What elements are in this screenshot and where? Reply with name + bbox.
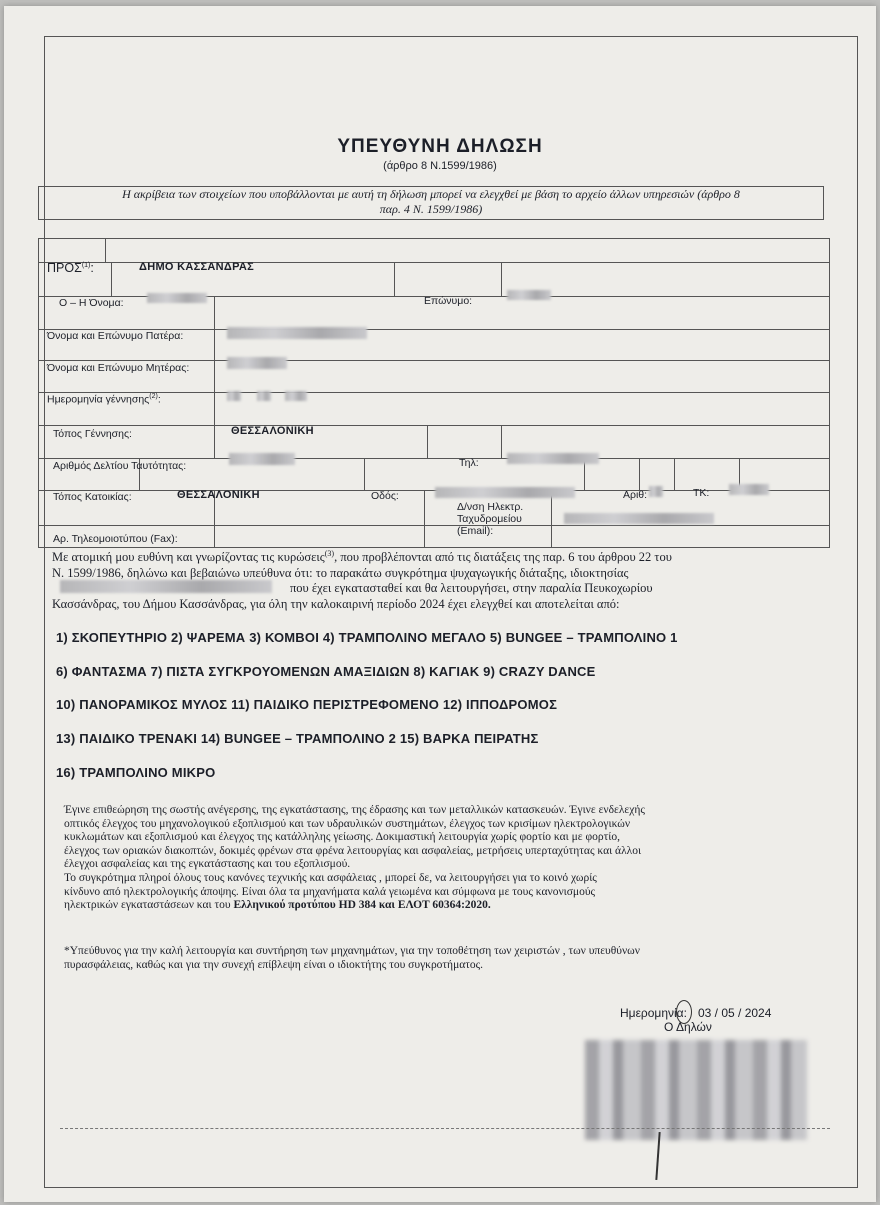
signature-line: [60, 1128, 830, 1129]
birthdate-label: Ημερομηνία γέννησης$^{(2)}$:: [47, 393, 161, 406]
name-label: Ο – Η Όνομα:: [59, 297, 124, 309]
inspection-line: κυκλωμάτων και εξοπλισμού και έλεγχος της κατάλληλης γείωσης. Δοκιμαστική λειτουργία χωρίς φορτίο και με φορτίο,: [64, 831, 620, 844]
surname-redacted: [507, 290, 551, 300]
declarant-form: [38, 238, 830, 548]
responsibility-note: [64, 945, 824, 972]
inspection-line: έλεγχοι ασφαλείας και της εγκατάστασης και του εξοπλισμού.: [64, 858, 351, 871]
birthdate-redacted-day: [227, 391, 241, 401]
birthplace-value: ΘΕΣΣΑΛΟΝΙΚΗ: [231, 425, 314, 437]
email-redacted: [564, 513, 714, 524]
postcode-redacted: [729, 484, 769, 495]
inspection-text: [64, 804, 824, 913]
inspection-line: Το συγκρότημα πληροί όλους τους κανόνες τεχνικής και ασφάλειας , μπορεί δε, να λειτουργήσει για το κοινό χωρίς: [64, 871, 597, 884]
postcode-label: ΤΚ:: [693, 487, 710, 499]
mother-redacted: [227, 357, 287, 369]
pros-value: ΔΗΜΟ ΚΑΣΣΑΝΔΡΑΣ: [139, 261, 255, 273]
phone-label: Τηλ:: [459, 457, 479, 469]
number-redacted: [649, 486, 663, 497]
number-label: Αριθ:: [623, 489, 648, 501]
street-redacted: [435, 487, 575, 498]
signature-redacted: [585, 1040, 807, 1140]
inspection-line: Έγινε επιθεώρηση της σωστής ανέγερσης, της εγκατάστασης, της έδρασης και των μεταλλικών κατασκευών. Έγινε ενδελεχής: [64, 804, 645, 816]
inspection-line: οπτικός έλεγχος του μηχανολογικού εξοπλισμού και των υδραυλικών συστημάτων, έλεγχος των κρισίμων ηλεκτρολογικών: [64, 817, 631, 830]
id-redacted: [229, 453, 295, 465]
equipment-line-1: 1) ΣΚΟΠΕΥΤΗΡΙΟ 2) ΨΑΡΕΜΑ 3) ΚΟΜΒΟΙ 4) ΤΡΑΜΠΟΛΙΝΟ ΜΕΓΑΛΟ 5) BUNGEE – ΤΡΑΜΠΟΛΙΝΟ 1: [56, 630, 678, 645]
birthdate-redacted-month: [257, 391, 271, 401]
equipment-line-3: 10) ΠΑΝΟΡΑΜΙΚΟΣ ΜΥΛΟΣ 11) ΠΑΙΔΙΚΟ ΠΕΡΙΣΤΡΕΦΟΜΕΝΟ 12) ΙΠΠΟΔΡΟΜΟΣ: [56, 697, 558, 712]
declaration-line-2: Ν. 1599/1986, δηλώνω και βεβαιώνω υπεύθυνα ότι: το παρακάτω συγκρότημα ψυχαγωγικής διάταξης, ιδιοκτησίας: [52, 565, 629, 580]
equipment-line-2: 6) ΦΑΝΤΑΣΜΑ 7) ΠΙΣΤΑ ΣΥΓΚΡΟΥΟΜΕΝΩΝ ΑΜΑΞΙΔΙΩΝ 8) ΚΑΓΙΑΚ 9) CRAZY DANCE: [56, 664, 596, 679]
accuracy-notice: [38, 186, 824, 220]
birthdate-redacted-year: [285, 391, 307, 401]
declaration-line-3: που έχει εγκατασταθεί και θα λειτουργήσει, στην παραλία Πευκοχωρίου: [290, 581, 653, 596]
document-subtitle: (άρθρο 8 Ν.1599/1986): [383, 160, 497, 172]
equipment-line-5: 16) ΤΡΑΜΠΟΛΙΝΟ ΜΙΚΡΟ: [56, 765, 216, 780]
street-label: Οδός:: [371, 490, 399, 502]
residence-value: ΘΕΣΣΑΛΟΝΙΚΗ: [177, 489, 260, 501]
id-label: Αριθμός Δελτίου Ταυτότητας:: [53, 460, 187, 472]
note-line-2: πυρασφάλειας, καθώς και για την συνεχή επίβλεψη είναι ο ιδιοκτήτης του συγκροτήματος.: [64, 958, 484, 971]
declarant-label: Ο Δηλών: [664, 1020, 712, 1034]
fax-label: Αρ. Τηλεομοιοτύπου (Fax):: [53, 533, 178, 545]
declaration-line-4: Κασσάνδρας, του Δήμου Κασσάνδρας, για όλη την καλοκαιρινή περίοδο 2024 έχει ελεγχθεί και αποτελείται από:: [52, 596, 620, 611]
phone-redacted: [507, 453, 599, 464]
note-line-1: *Υπεύθυνος για την καλή λειτουργία και συντήρηση των μηχανημάτων, για την τοποθέτηση των χειριστών , των υπευθύνων: [64, 945, 640, 957]
pros-label: ΠΡΟΣ$^{(1)}$:: [47, 261, 94, 275]
father-redacted: [227, 327, 367, 339]
inspection-line-standards: ηλεκτρικών εγκαταστάσεων και του Ελληνικού προτύπου HD 384 και ΕΛΟΤ 60364:2020.: [64, 899, 491, 912]
email-label: Δ/νση Ηλεκτρ. Ταχυδρομείου (Email):: [457, 501, 524, 537]
surname-label: Επώνυμο:: [424, 295, 473, 307]
equipment-line-4: 13) ΠΑΙΔΙΚΟ ΤΡΕΝΑΚΙ 14) BUNGEE – ΤΡΑΜΠΟΛΙΝΟ 2 15) ΒΑΡΚΑ ΠΕΙΡΑΤΗΣ: [56, 731, 539, 746]
father-label: Όνομα και Επώνυμο Πατέρα:: [47, 330, 184, 342]
notice-line-2: παρ. 4 Ν. 1599/1986): [379, 202, 483, 216]
notice-line-1: Η ακρίβεια των στοιχείων που υποβάλλονται με αυτή τη δήλωση μπορεί να ελεγχθεί με βάση το αρχείο άλλων υπηρεσιών (άρθρο 8: [122, 187, 740, 201]
birthplace-label: Τόπος Γέννησης:: [53, 428, 132, 440]
declaration-line-1: Με ατομική μου ευθύνη και γνωρίζοντας τις κυρώσεις$^{(3)}$, που προβλέπονται από τις διατάξεις της παρ. 6 του άρθρου 22 του: [52, 549, 672, 565]
inspection-line: έλεγχος των οριακών διακοπτών, δοκιμές φρένων στα φρένα λειτουργίας και ασφαλείας, μετρήσεις υπερταχύτητας και άλλοι: [64, 844, 642, 857]
date-value: 03 / 05 / 2024: [698, 1006, 772, 1020]
owner-redacted: [60, 580, 272, 593]
date-label: Ημερομηνία:: [620, 1006, 687, 1020]
inspection-line: κίνδυνο από ηλεκτρολογικής άποψης. Είναι όλα τα μηχανήματα καλά γειωμένα και σύμφωνα με τους κανονισμούς: [64, 885, 596, 898]
residence-label: Τόπος Κατοικίας:: [53, 491, 132, 503]
document-title: ΥΠΕΥΘΥΝΗ ΔΗΛΩΣΗ: [337, 136, 543, 157]
name-redacted: [147, 293, 207, 303]
mother-label: Όνομα και Επώνυμο Μητέρας:: [47, 362, 190, 374]
